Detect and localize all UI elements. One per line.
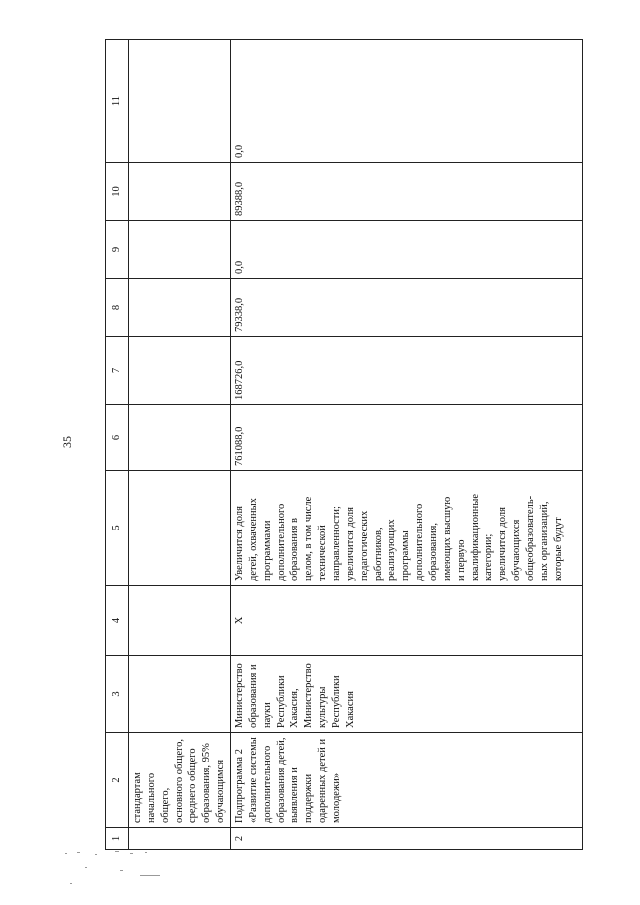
col-header-5: 5 bbox=[106, 471, 129, 586]
cell-col9 bbox=[129, 221, 231, 279]
table-row bbox=[231, 40, 583, 850]
cell-col6: 761088,0 bbox=[231, 405, 583, 471]
cell-col10: 89388,0 bbox=[231, 163, 583, 221]
program-table bbox=[105, 39, 583, 850]
cell-col4: Х bbox=[231, 586, 583, 656]
cell-col11 bbox=[129, 40, 231, 163]
cell-col7: 168726,0 bbox=[231, 337, 583, 405]
cell-col9: 0,0 bbox=[231, 221, 583, 279]
cell-col4 bbox=[129, 586, 231, 656]
cell-col7 bbox=[129, 337, 231, 405]
cell-col10 bbox=[129, 163, 231, 221]
col-header-2: 2 bbox=[106, 733, 129, 828]
cell-col8: 79338,0 bbox=[231, 279, 583, 337]
col-header-10: 10 bbox=[106, 163, 129, 221]
cell-col11: 0,0 bbox=[231, 40, 583, 163]
cell-result: Увеличится доля детей, охваченных программами дополнительного образования в целом, в том числе технической направленности; увеличится доля педагогических работников, реализующих программы дополнительного образования, имеющих высшую и первую квалификационные категории; увеличится доля обучающихся общеобразователь- ных организаций, которые будут bbox=[231, 471, 583, 586]
col-header-3: 3 bbox=[106, 656, 129, 733]
cell-col6 bbox=[129, 405, 231, 471]
cell-col8 bbox=[129, 279, 231, 337]
header-row bbox=[106, 40, 129, 850]
page-number: 35 bbox=[60, 436, 74, 448]
col-header-4: 4 bbox=[106, 586, 129, 656]
col-header-8: 8 bbox=[106, 279, 129, 337]
cell-executor: Министерство образования и науки Республики Хакасия, Министерство культуры Республики Хакасия bbox=[231, 656, 583, 733]
scan-noise-mark bbox=[55, 845, 175, 895]
cell-result bbox=[129, 471, 231, 586]
cell-number bbox=[129, 828, 231, 850]
cell-executor bbox=[129, 656, 231, 733]
table-row bbox=[129, 40, 231, 850]
col-header-6: 6 bbox=[106, 405, 129, 471]
cell-number: 2 bbox=[231, 828, 583, 850]
col-header-11: 11 bbox=[106, 40, 129, 163]
rotated-table-wrapper bbox=[105, 40, 583, 850]
col-header-9: 9 bbox=[106, 221, 129, 279]
col-header-1: 1 bbox=[106, 828, 129, 850]
cell-name: стандартам начального общего, основного общего, среднего общего образования, 95% обучающимся bbox=[129, 733, 231, 828]
col-header-7: 7 bbox=[106, 337, 129, 405]
cell-name: Подпрограмма 2 «Развитие системы дополнительного образования детей, выявления и поддержки одаренных детей и молодежи» bbox=[231, 733, 583, 828]
